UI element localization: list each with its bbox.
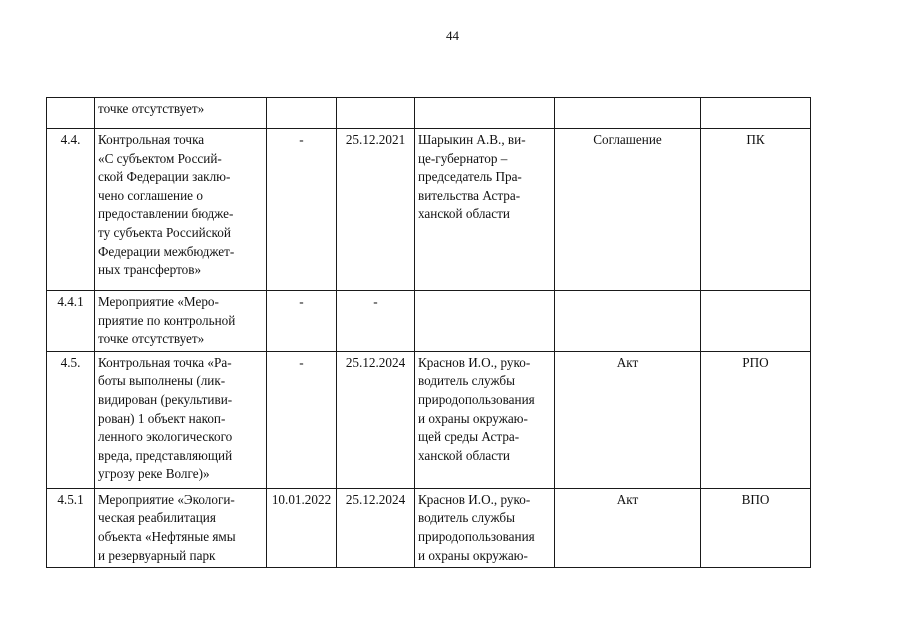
row-responsible [415, 291, 555, 352]
row-name [95, 129, 267, 291]
row-document: Соглашение [555, 129, 701, 291]
row-control-level [701, 98, 811, 129]
row-responsible [415, 129, 555, 291]
page-number: 44 [446, 28, 459, 43]
row-responsible-line: вительства Астра- [418, 187, 521, 203]
row-responsible-line: водитель службы [418, 510, 515, 526]
plan-table [46, 97, 811, 568]
row-name-line: ных трансфертов» [98, 262, 202, 278]
row-responsible-line: и охраны окружаю- [418, 547, 528, 563]
row-responsible-line: щей среды Астра- [418, 429, 520, 445]
table-row [47, 129, 811, 291]
row-responsible [415, 351, 555, 488]
row-name-line: предоставлении бюдже- [98, 206, 234, 222]
row-document: Акт [555, 351, 701, 488]
row-name-line: Федерации межбюджет- [98, 243, 235, 259]
row-name-line: ческая реабилитация [98, 510, 216, 526]
row-start-date: - [267, 129, 337, 291]
row-responsible-line: председатель Пра- [418, 169, 522, 185]
row-name-line: «С субъектом Россий- [98, 150, 222, 166]
row-responsible [415, 98, 555, 129]
row-end-date: - [337, 291, 415, 352]
row-end-date: 25.12.2024 [337, 488, 415, 567]
table-row [47, 351, 811, 488]
row-name-line: Мероприятие «Экологи- [98, 491, 235, 507]
row-start-date: - [267, 351, 337, 488]
row-name-line: боты выполнены (лик- [98, 373, 226, 389]
plan-table-body [47, 98, 811, 568]
row-responsible-line: Краснов И.О., руко- [418, 354, 531, 370]
table-row [47, 291, 811, 352]
row-start-date: 10.01.2022 [267, 488, 337, 567]
row-start-date [267, 98, 337, 129]
row-responsible-line: водитель службы [418, 373, 515, 389]
row-responsible-line: природопользования [418, 391, 535, 407]
row-name-line: рован) 1 объект накоп- [98, 410, 226, 426]
row-name-line: точке отсутствует» [98, 331, 205, 347]
row-name-line: и резервуарный парк [98, 547, 216, 563]
row-number: 4.5. [47, 351, 95, 488]
row-name-line: точке отсутствует» [98, 101, 205, 116]
row-name-line: Мероприятие «Меро- [98, 294, 219, 309]
row-number: 4.4.1 [47, 291, 95, 352]
row-document: Акт [555, 488, 701, 567]
row-responsible-line: ханской области [418, 206, 510, 222]
row-end-date [337, 98, 415, 129]
row-responsible-line: це-губернатор – [418, 150, 508, 166]
row-name [95, 488, 267, 567]
row-control-level [701, 291, 811, 352]
row-name-line: ленного экологического [98, 429, 233, 445]
row-end-date: 25.12.2024 [337, 351, 415, 488]
row-name-line: ту субъекта Российской [98, 224, 231, 240]
row-name-line: вреда, представляющий [98, 447, 233, 463]
row-name [95, 351, 267, 488]
row-name-line: Контрольная точка [98, 132, 205, 147]
row-responsible [415, 488, 555, 567]
row-name-line: видирован (рекультиви- [98, 391, 233, 407]
row-number [47, 98, 95, 129]
row-document [555, 291, 701, 352]
row-name-line: чено соглашение о [98, 187, 203, 203]
table-row [47, 488, 811, 567]
row-control-level: ВПО [701, 488, 811, 567]
table-row [47, 98, 811, 129]
row-name [95, 291, 267, 352]
row-end-date: 25.12.2021 [337, 129, 415, 291]
row-start-date: - [267, 291, 337, 352]
row-number: 4.5.1 [47, 488, 95, 567]
row-control-level: ПК [701, 129, 811, 291]
row-responsible-line: Краснов И.О., руко- [418, 491, 531, 507]
row-control-level: РПО [701, 351, 811, 488]
row-name-line: Контрольная точка «Ра- [98, 354, 232, 370]
row-document [555, 98, 701, 129]
row-responsible-line: ханской области [418, 447, 510, 463]
row-name [95, 98, 267, 129]
row-name-line: угрозу реке Волге)» [98, 466, 210, 482]
row-number: 4.4. [47, 129, 95, 291]
row-responsible-line: Шарыкин А.В., ви- [418, 132, 526, 147]
row-responsible-line: природопользования [418, 528, 535, 544]
row-name-line: объекта «Нефтяные ямы [98, 528, 236, 544]
row-name-line: ской Федерации заклю- [98, 169, 231, 185]
row-name-line: приятие по контрольной [98, 312, 236, 328]
row-responsible-line: и охраны окружаю- [418, 410, 528, 426]
